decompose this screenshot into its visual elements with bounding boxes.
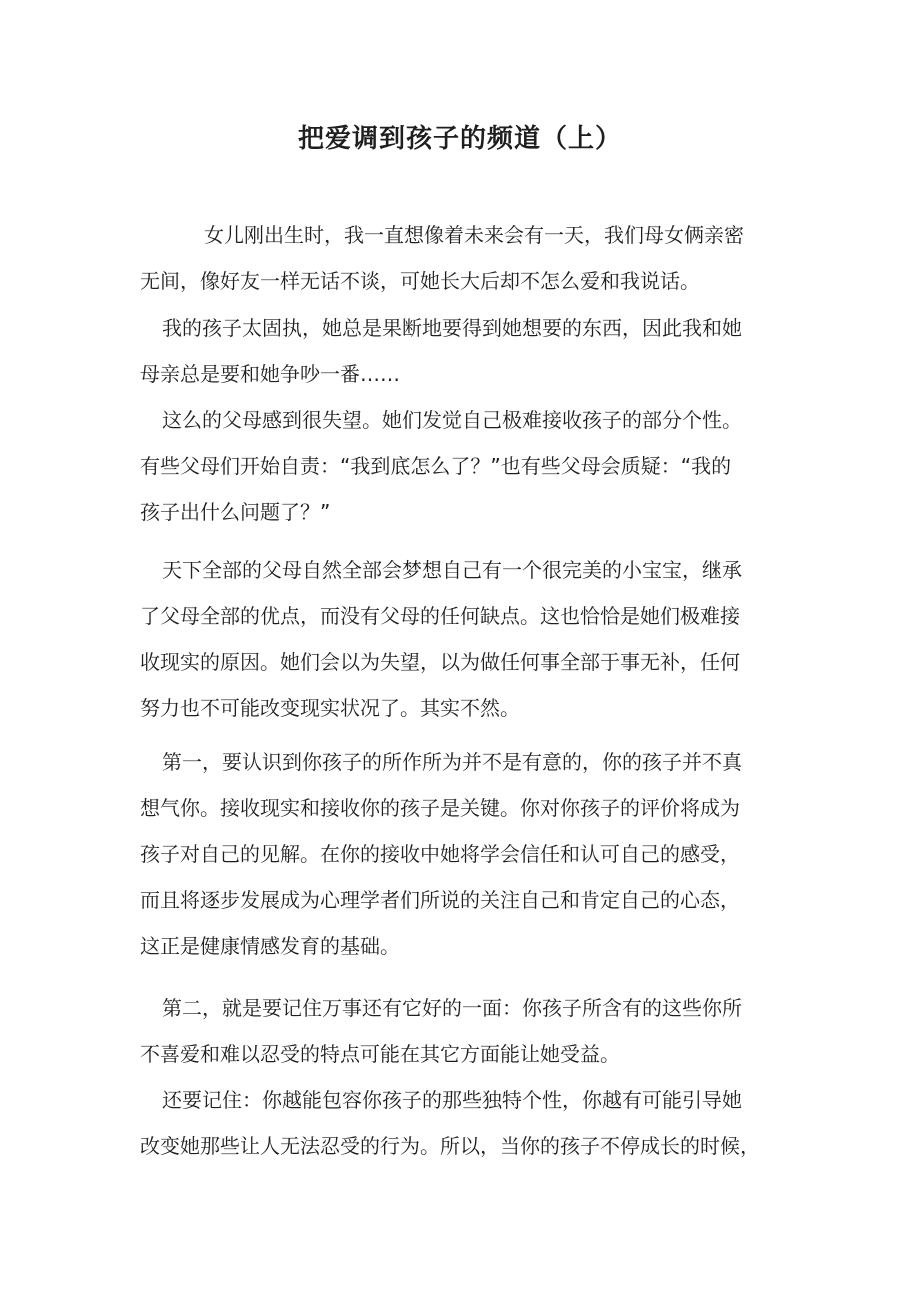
text-line: 孩子出什么问题了？” — [140, 500, 331, 524]
text-line: 第一，要认识到你孩子的所作所为并不是有意的，你的孩子并不真 — [162, 750, 742, 774]
text-line: 母亲总是要和她争吵一番…… — [140, 362, 400, 386]
paragraph-5 — [140, 739, 800, 969]
text-line: 这正是健康情感发育的基础。 — [140, 934, 400, 958]
text-line: 这么的父母感到很失望。她们发觉自己极难接收孩子的部分个性。 — [162, 408, 742, 432]
text-line: 了父母全部的优点，而没有父母的任何缺点。这也恰恰是她们极难接 — [140, 604, 740, 628]
text-line: 我的孩子太固执，她总是果断地要得到她想要的东西，因此我和她 — [162, 316, 742, 340]
text-line: 而且将逐步发展成为心理学者们所说的关注自己和肯定自己的心态， — [140, 888, 740, 912]
paragraph-2 — [140, 305, 800, 397]
text-line: 不喜爱和难以忍受的特点可能在其它方面能让她受益。 — [140, 1042, 620, 1066]
text-line: 收现实的原因。她们会以为失望，以为做任何事全部于事无补，任何 — [140, 650, 740, 674]
text-line: 孩子对自己的见解。在你的接收中她将学会信任和认可自己的感受， — [140, 842, 740, 866]
text-line: 天下全部的父母自然全部会梦想自己有一个很完美的小宝宝，继承 — [162, 558, 742, 582]
paragraph-7 — [140, 1077, 800, 1169]
paragraph-6 — [140, 985, 800, 1077]
text-line: 想气你。接收现实和接收你的孩子是关键。你对你孩子的评价将成为 — [140, 796, 740, 820]
text-line: 努力也不可能改变现实状况了。其实不然。 — [140, 696, 520, 720]
paragraph-4 — [140, 547, 800, 731]
text-line: 有些父母们开始自责：“我到底怎么了？”也有些父母会质疑：“我的 — [140, 454, 732, 478]
text-line: 还要记住：你越能包容你孩子的那些独特个性，你越有可能引导她 — [162, 1088, 742, 1112]
paragraph-1 — [140, 212, 800, 304]
text-line: 改变她那些让人无法忍受的行为。所以，当你的孩子不停成长的时候， — [140, 1134, 760, 1158]
document-title: 把爱调到孩子的频道（上） — [297, 124, 622, 154]
text-line: 女儿刚出生时，我一直想像着未来会有一天，我们母女俩亲密 — [204, 223, 744, 247]
text-line: 第二，就是要记住万事还有它好的一面：你孩子所含有的这些你所 — [162, 996, 742, 1020]
text-line: 无间，像好友一样无话不谈，可她长大后却不怎么爱和我说话。 — [140, 269, 700, 293]
paragraph-3 — [140, 397, 800, 535]
